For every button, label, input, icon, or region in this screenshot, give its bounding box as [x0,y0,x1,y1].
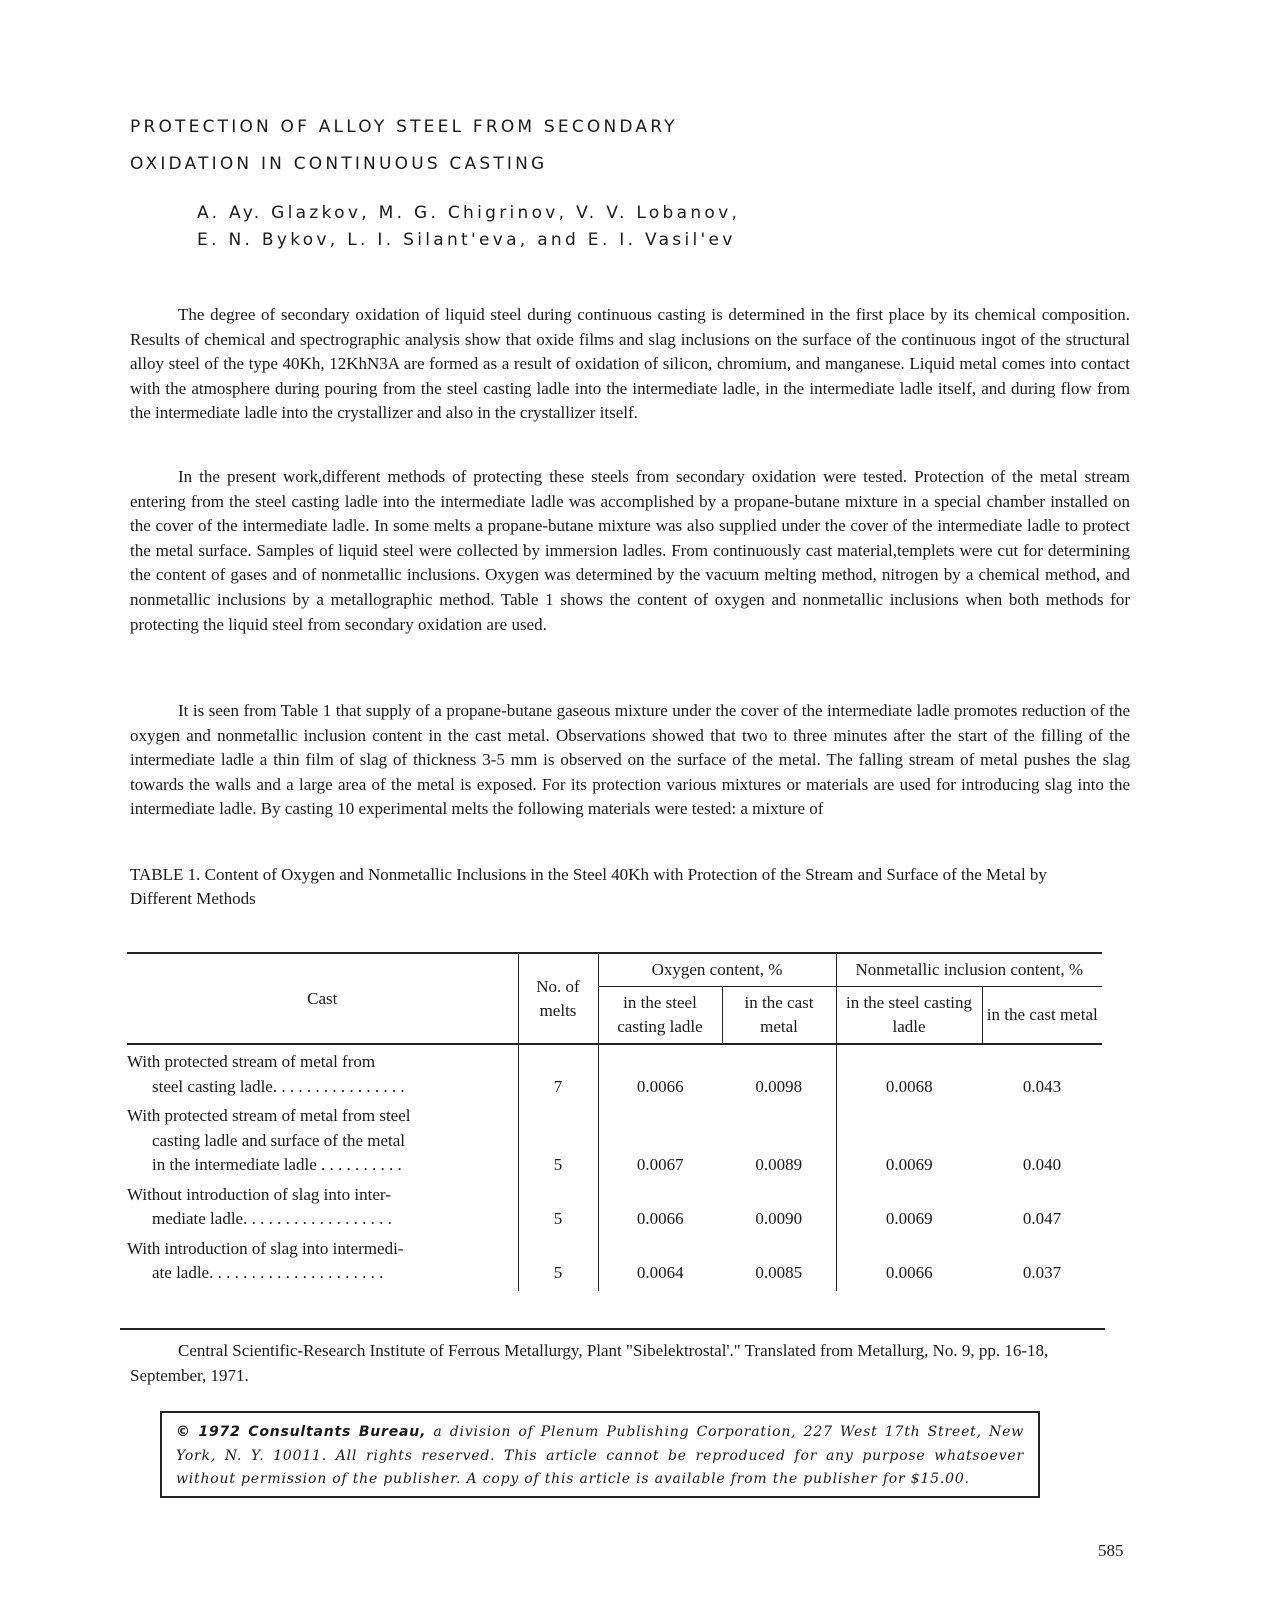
row-oxygen-ladle: 0.0066 [598,1183,722,1237]
table-row [127,1183,1102,1237]
row-oxygen-metal: 0.0085 [755,1263,803,1282]
row-inclusion-metal: 0.040 [1022,1155,1062,1174]
article-title-line1: PROTECTION OF ALLOY STEEL FROM SECONDARY [130,117,678,137]
table-row [127,1237,1102,1291]
header-oxygen-content: Oxygen content, % [598,953,836,987]
copyright-lead: © 1972 Consultants Bureau, [176,1424,427,1440]
row-oxygen-ladle: 0.0066 [598,1044,722,1104]
footnote-divider [120,1328,1105,1330]
header-nonmetallic-inclusion: Nonmetallic inclusion content, % [836,953,1102,987]
authors-line2: E. N. Bykov, L. I. Silant'eva, and E. I. Vasil'ev [197,230,736,250]
row-cast-label: Without introduction of slag into inter- mediate ladle. . . . . . . . . . . . . . . . . . [127,1184,392,1228]
header-oxygen-metal: in the cast metal [722,987,836,1045]
header-inclusion-metal: in the cast metal [982,987,1102,1045]
header-oxygen-ladle: in the steel casting ladle [598,987,722,1045]
row-cast-label: With introduction of slag into intermedi- ate ladle. . . . . . . . . . . . . . . . . . . . . [127,1238,404,1282]
row-inclusion-ladle: 0.0069 [836,1104,982,1183]
authors-line1: A. Ay. Glazkov, M. G. Chigrinov, V. V. Lobanov, [197,203,741,223]
row-inclusion-metal: 0.037 [1022,1263,1062,1282]
row-oxygen-ladle: 0.0067 [598,1104,722,1183]
row-inclusion-metal: 0.047 [1022,1209,1062,1228]
row-inclusion-ladle: 0.0069 [836,1183,982,1237]
page-number: 585 [1098,1541,1124,1560]
body-paragraph-1: The degree of secondary oxidation of liquid steel during continuous casting is determined in the first place by its chemical composition. Results of chemical and spectrographic analysis show that oxide films and slag inclusions on the surface of the continuous ingot of the structural alloy steel of the type 40Kh, 12KhN3A are formed as a result of oxidation of silicon, chromium, and manganese. Liquid metal comes into contact with the atmosphere during pouring from the steel casting ladle into the intermediate ladle, in the intermediate ladle itself, and during flow from the intermediate ladle into the crystallizer and also in the crystallizer itself. [130,305,1130,423]
row-cast-label: With protected stream of metal from steel casting ladle and surface of the metal in the intermediate ladle . . . . . . . . . . [127,1106,411,1174]
copyright-box [160,1411,1040,1498]
row-melts: 5 [518,1104,598,1183]
row-oxygen-metal: 0.0089 [755,1155,803,1174]
header-cast: Cast [127,953,518,1044]
header-no-of-melts: No. of melts [518,953,598,1044]
row-cast-label: With protected stream of metal from steel casting ladle. . . . . . . . . . . . . . . . [127,1052,405,1096]
row-inclusion-ladle: 0.0066 [836,1237,982,1291]
copyright-text: a division of Plenum Publishing Corporation, 227 West 17th Street, New York, N. Y. 10011. All rights reserved. This article cannot be reproduced for any purpose whatsoever without permission of the publisher. A copy of this article is available from the publisher for $15.00. [176,1424,1024,1487]
row-melts: 5 [518,1237,598,1291]
row-melts: 7 [518,1044,598,1104]
body-paragraph-3: It is seen from Table 1 that supply of a propane-butane gaseous mixture under the cover of the intermediate ladle promotes reduction of the oxygen and nonmetallic inclusion content in the cast metal. Observations showed that two to three minutes after the start of the filling of the intermediate ladle a thin film of slag of thickness 3-5 mm is observed on the surface of the metal. The falling stream of metal pushes the slag towards the walls and a large area of the metal is exposed. For its protection various mixtures or materials are used for introducing slag into the intermediate ladle. By casting 10 experimental melts the following materials were tested: a mixture of [130,701,1130,819]
table-caption: TABLE 1. Content of Oxygen and Nonmetallic Inclusions in the Steel 40Kh with Protection of the Stream and Surface of the Metal by Different Methods [130,865,1047,908]
row-melts: 5 [518,1183,598,1237]
table-row [127,1104,1102,1183]
table-row [127,1044,1102,1104]
header-inclusion-ladle: in the steel casting ladle [836,987,982,1045]
body-paragraph-2: In the present work,different methods of protecting these steels from secondary oxidation were tested. Protection of the metal stream entering from the steel casting ladle into the intermediate ladle was accomplished by a propane-butane mixture in a special chamber installed on the cover of the intermediate ladle. In some melts a propane-butane mixture was also supplied under the cover of the intermediate ladle to protect the metal surface. Samples of liquid steel were collected by immersion ladles. From continuously cast material,templets were cut for determining the content of gases and of nonmetallic inclusions. Oxygen was determined by the vacuum melting method, nitrogen by a chemical method, and nonmetallic inclusions by a metallographic method. Table 1 shows the content of oxygen and nonmetallic inclusions when both methods for protecting the liquid steel from secondary oxidation are used. [130,467,1130,634]
row-oxygen-metal: 0.0090 [755,1209,803,1228]
table-1 [127,952,1102,1291]
affiliation-footnote: Central Scientific-Research Institute of Ferrous Metallurgy, Plant "Sibelektrostal'." Translated from Metallurg, No. 9, pp. 16-18, September, 1971. [130,1341,1049,1385]
row-oxygen-metal: 0.0098 [755,1076,803,1096]
row-oxygen-ladle: 0.0064 [598,1237,722,1291]
article-title-line2: OXIDATION IN CONTINUOUS CASTING [130,154,548,174]
row-inclusion-ladle: 0.0068 [836,1044,982,1104]
row-inclusion-metal: 0.043 [1022,1076,1062,1096]
